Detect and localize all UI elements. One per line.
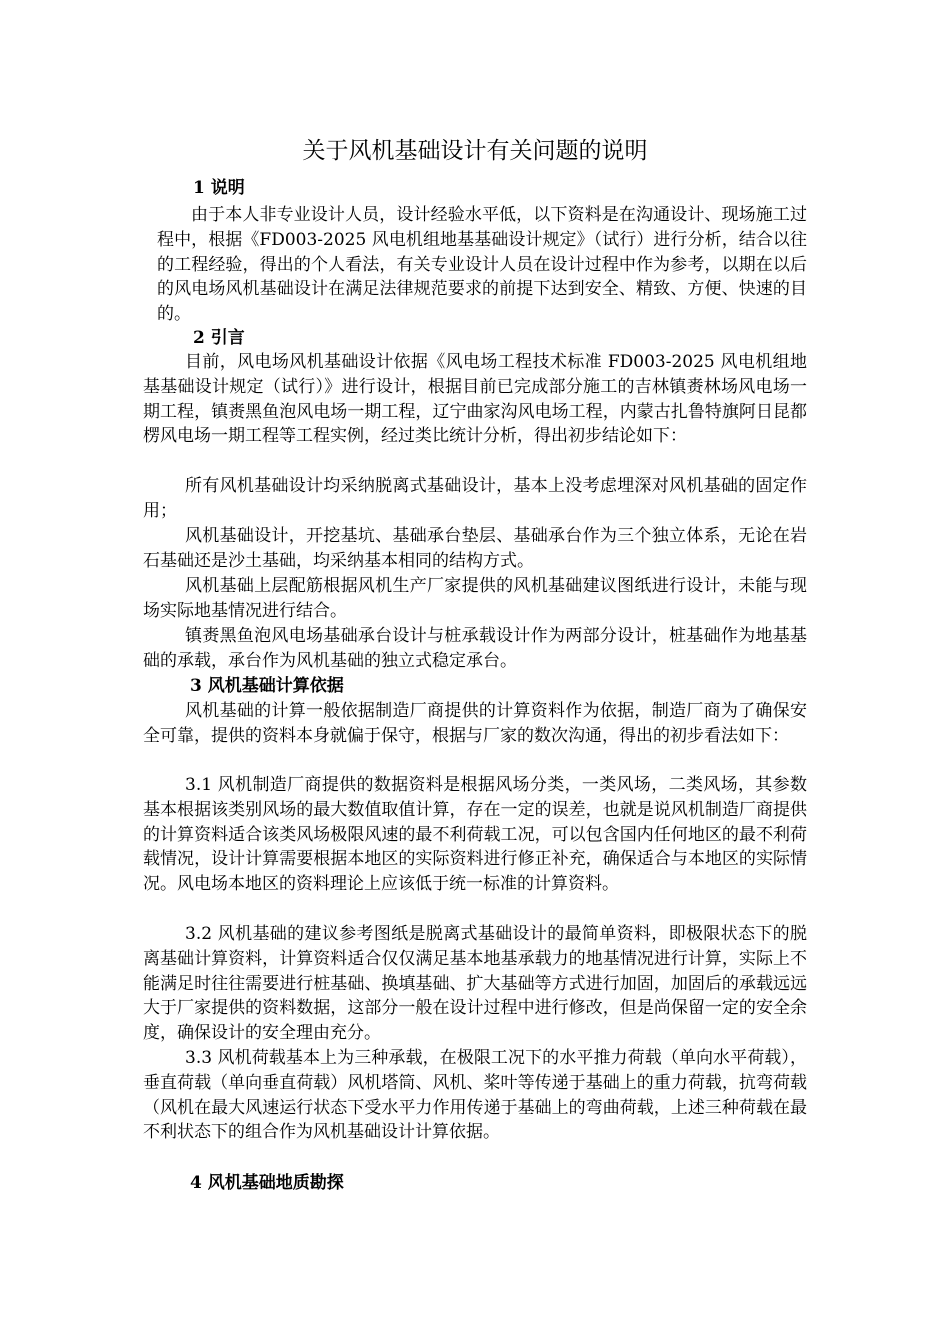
paragraph-s2-5: 镇赉黑鱼泡风电场基础承台设计与桩承载设计作为两部分设计，桩基础作为地基基础的承载，承台作为风机基础的独立式稳定承台。 bbox=[143, 626, 807, 671]
paragraph-s3-2: 3.1 风机制造厂商提供的数据资料是根据风场分类，一类风场，二类风场，其参数基本根据该类别风场的最大数值取值计算，存在一定的误差，也就是说风机制造厂商提供的计算资料适合该类风场极限风速的最不利荷载工况，可以包含国内任何地区的最不利荷载情况，设计计算需要根据本地区的实际资料进行修正补充，确保适合与本地区的实际情况。风电场本地区的资料理论上应该低于统一标准的计算资料。 bbox=[143, 775, 807, 895]
section-heading-2: 2 引言 bbox=[193, 328, 245, 348]
document-title: 关于风机基础设计有关问题的说明 bbox=[302, 138, 648, 164]
paragraph-s2-2: 所有风机基础设计均采纳脱离式基础设计，基本上没考虑埋深对风机基础的固定作用； bbox=[143, 476, 807, 521]
section-heading-3: 3 风机基础计算依据 bbox=[190, 676, 344, 696]
paragraph-s3-4: 3.3 风机荷载基本上为三种承载，在极限工况下的水平推力荷载（单向水平荷载），垂直荷载（单向垂直荷载）风机塔筒、风机、桨叶等传递于基础上的重力荷载，抗弯荷载（风机在最大风速运行状态下受水平力作用传递于基础上的弯曲荷载，上述三种荷载在最不利状态下的组合作为风机基础设计计算依据。 bbox=[143, 1048, 807, 1143]
paragraph-s2-4: 风机基础上层配筋根据风机生产厂家提供的风机基础建议图纸进行设计，未能与现场实际地基情况进行结合。 bbox=[143, 576, 807, 621]
paragraph-s3-1: 风机基础的计算一般依据制造厂商提供的计算资料作为依据，制造厂商为了确保安全可靠，提供的资料本身就偏于保守，根据与厂家的数次沟通，得出的初步看法如下： bbox=[143, 701, 807, 746]
paragraph-s2-1: 目前，风电场风机基础设计依据《风电场工程技术标准 FD003-2025 风电机组地基基础设计规定（试行）》进行设计，根据目前已完成部分施工的吉林镇赉林场风电场一期工程，镇赉黑鱼泡风电场一期工程，辽宁曲家沟风电场工程，内蒙古扎鲁特旗阿日昆都楞风电场一期工程等工程实例，经过类比统计分析，得出初步结论如下： bbox=[143, 352, 807, 447]
paragraph-s2-3: 风机基础设计，开挖基坑、基础承台垫层、基础承台作为三个独立体系，无论在岩石基础还是沙土基础，均采纳基本相同的结构方式。 bbox=[143, 526, 807, 571]
paragraph-s3-3: 3.2 风机基础的建议参考图纸是脱离式基础设计的最简单资料，即极限状态下的脱离基础计算资料，计算资料适合仅仅满足基本地基承载力的地基情况进行计算，实际上不能满足时往往需要进行桩基础、换填基础、扩大基础等方式进行加固，加固后的承载远远大于厂家提供的资料数据，这部分一般在设计过程中进行修改，但是尚保留一定的安全余度，确保设计的安全理由充分。 bbox=[143, 924, 807, 1044]
section-heading-4: 4 风机基础地质勘探 bbox=[190, 1173, 344, 1193]
paragraph-s1-1: 由于本人非专业设计人员，设计经验水平低，以下资料是在沟通设计、现场施工过程中，根据《FD003-2025 风电机组地基基础设计规定》（试行）进行分析，结合以往的工程经验，得出的个人看法，有关专业设计人员在设计过程中作为参考，以期在以后的风电场风机基础设计在满足法律规范要求的前提下达到安全、精致、方便、快速的目的。 bbox=[157, 205, 807, 325]
section-heading-1: 1 说明 bbox=[193, 178, 245, 198]
